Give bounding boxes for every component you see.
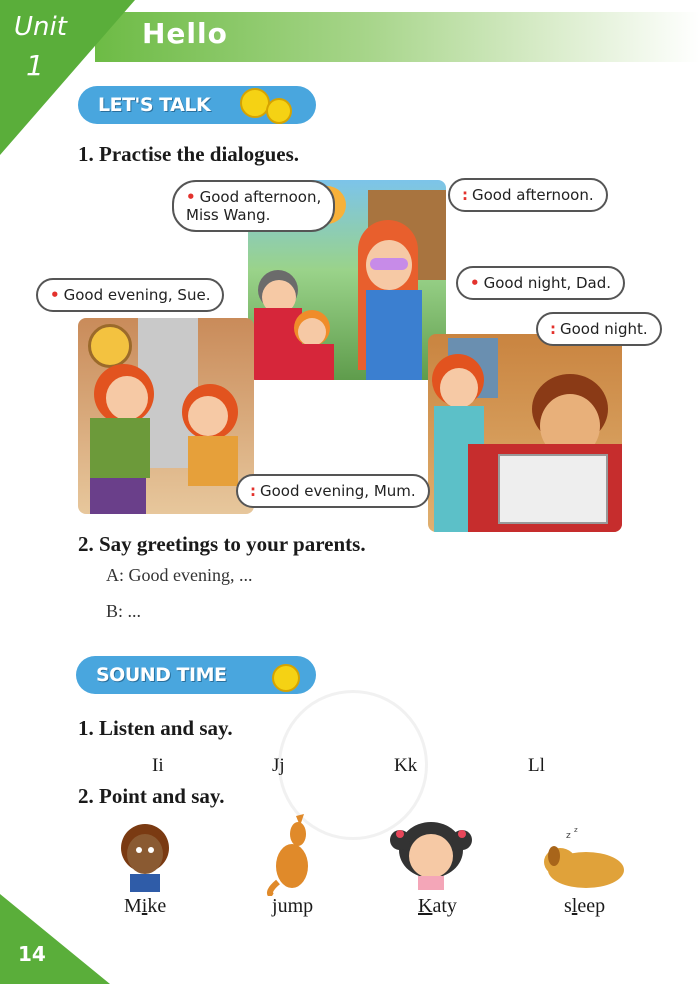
unit-header <box>0 0 700 82</box>
page-corner <box>0 894 110 984</box>
page-number: 14 <box>18 942 46 966</box>
listen-heading: 1. Listen and say. <box>78 716 233 740</box>
letter-pair: Ii <box>152 755 164 776</box>
katy-picture <box>388 818 474 890</box>
word-mike: Mike <box>124 895 167 917</box>
sound-time-label: SOUND TIME <box>96 664 227 686</box>
speech-bubble-afternoon-miss-wang: • Good afternoon, Miss Wang. <box>172 180 335 232</box>
lets-talk-label: LET'S TALK <box>98 94 211 116</box>
speech-bubble-evening-mum: : Good evening, Mum. <box>236 474 430 508</box>
unit-number: 1 <box>26 49 44 82</box>
evening-scene-image <box>78 318 254 514</box>
practise-heading: 1. Practise the dialogues. <box>78 142 300 166</box>
speech-bubble-evening-sue: • Good evening, Sue. <box>36 278 224 312</box>
mike-picture <box>112 818 178 892</box>
dialogue-line-b: B: ... <box>106 601 142 621</box>
unit-label: Unit <box>14 12 67 42</box>
sleeping-dog-picture <box>536 826 628 890</box>
dialogue-line-a: A: Good evening, ... <box>106 565 253 585</box>
smiley-icon <box>272 664 300 692</box>
unit-title: Hello <box>142 17 228 50</box>
speech-bubble-night-reply: : Good night. <box>536 312 662 346</box>
night-scene-image <box>428 334 622 532</box>
letter-pair: Jj <box>272 755 285 776</box>
greetings-heading: 2. Say greetings to your parents. <box>78 532 366 556</box>
word-sleep: sleep <box>564 895 606 917</box>
speech-bubble-night-dad: • Good night, Dad. <box>456 266 625 300</box>
svg-text:z: z <box>566 831 571 841</box>
smiley-icon <box>266 98 292 124</box>
letter-pair: Ll <box>528 755 545 776</box>
word-katy: Katy <box>418 895 457 917</box>
point-heading: 2. Point and say. <box>78 784 225 808</box>
svg-text:z: z <box>574 826 578 834</box>
speech-bubble-afternoon-reply: : Good afternoon. <box>448 178 608 212</box>
letter-pair: Kk <box>394 755 418 776</box>
kangaroo-picture <box>262 812 322 896</box>
word-jump: jump <box>272 895 314 917</box>
